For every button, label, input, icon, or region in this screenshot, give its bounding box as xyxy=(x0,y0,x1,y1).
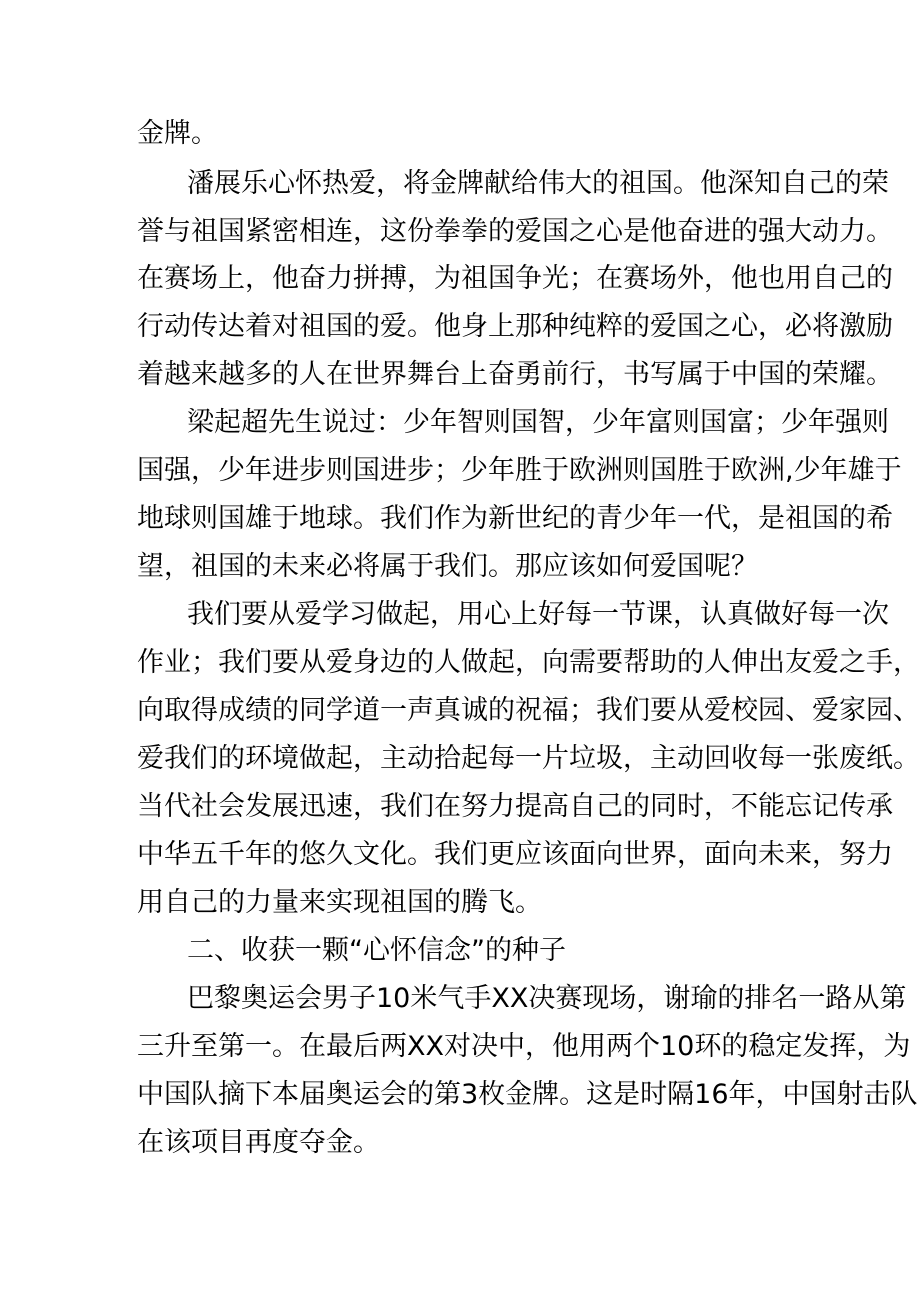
text-line: 向取得成绩的同学道一声真诚的祝福；我们要从爱校园、爱家园、 xyxy=(137,695,920,726)
text-line: 在该项目再度夺金。 xyxy=(137,1127,380,1158)
text-line: 当代社会发展迅速，我们在努力提高自己的同时，不能忘记传承 xyxy=(137,791,893,822)
text-line: 爱我们的环境做起，主动拾起每一片垃圾，主动回收每一张废纸。 xyxy=(137,743,920,774)
paragraph-first-line: 巴黎奥运会男子10米气手XX决赛现场，谢瑜的排名一路从第 xyxy=(187,983,907,1014)
text-line: 中华五千年的悠久文化。我们更应该面向世界，面向未来，努力 xyxy=(137,839,893,870)
text-line: 作业；我们要从爱身边的人做起，向需要帮助的人伸出友爱之手， xyxy=(137,647,920,678)
paragraph-first-line: 潘展乐心怀热爱，将金牌献给伟大的祖国。他深知自己的荣 xyxy=(187,168,889,199)
text-line: 地球则国雄于地球。我们作为新世纪的青少年一代，是祖国的希 xyxy=(137,503,893,534)
text-line: 中国队摘下本届奥运会的第3枚金牌。这是时隔16年，中国射击队 xyxy=(137,1079,918,1110)
text-line: 国强，少年进步则国进步；少年胜于欧洲则国胜于欧洲,少年雄于 xyxy=(137,455,902,486)
section-heading: 二、收获一颗“心怀信念”的种子 xyxy=(187,935,566,966)
text-line: 誉与祖国紧密相连，这份拳拳的爱国之心是他奋进的强大动力。 xyxy=(137,216,893,247)
text-line: 三升至第一。在最后两XX对决中，他用两个10环的稳定发挥，为 xyxy=(137,1031,911,1062)
text-line: 着越来越多的人在世界舞台上奋勇前行，书写属于中国的荣耀。 xyxy=(137,359,893,390)
paragraph-first-line: 梁起超先生说过：少年智则国智，少年富则国富；少年强则 xyxy=(187,407,889,438)
paragraph-first-line: 我们要从爱学习做起，用心上好每一节课，认真做好每一次 xyxy=(187,599,889,630)
text-line: 望，祖国的未来必将属于我们。那应该如何爱国呢？ xyxy=(137,551,758,582)
text-line: 在赛场上，他奋力拼搏，为祖国争光；在赛场外，他也用自己的 xyxy=(137,263,893,294)
text-line: 行动传达着对祖国的爱。他身上那种纯粹的爱国之心，必将激励 xyxy=(137,311,893,342)
text-line: 金牌。 xyxy=(137,118,218,149)
text-line: 用自己的力量来实现祖国的腾飞。 xyxy=(137,887,542,918)
